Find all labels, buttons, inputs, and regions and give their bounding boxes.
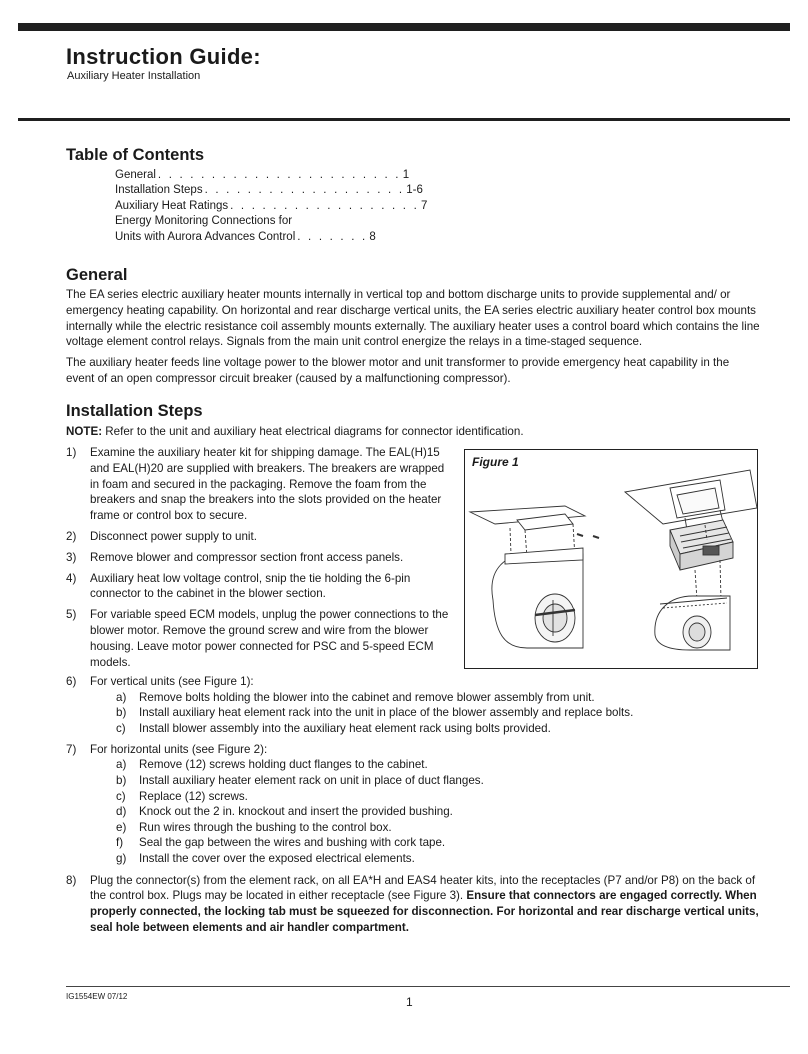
toc-entry[interactable]: Installation Steps . . . . . . . . . . . . . . . . . . . 1-6 <box>115 184 423 197</box>
toc-entry[interactable]: Units with Aurora Advances Control . . . . . . . 8 <box>115 230 376 243</box>
table-of-contents <box>115 168 428 245</box>
page-title: Instruction Guide: <box>66 44 261 69</box>
installation-note: NOTE: Refer to the unit and auxiliary heat electrical diagrams for connector identification. <box>66 425 524 438</box>
toc-entry[interactable]: Energy Monitoring Connections for <box>115 215 293 228</box>
step-item: 5) For variable speed ECM models, unplug the power connections to the blower motor. Remove the ground screw and wire from the blower housing. Leave motor power connected for PSC and 5-speed ECM models. <box>66 608 449 669</box>
step-item: 2) Disconnect power supply to unit. <box>66 529 257 543</box>
general-paragraph-2: The auxiliary heater feeds line voltage power to the blower motor and unit transformer to provide emergency heat capability in the event of an open compressor circuit breaker (caused by a malfunctioning compressor). <box>66 356 730 385</box>
general-paragraph-1: The EA series electric auxiliary heater mounts internally in vertical top and bottom discharge units to provide supplemental and/ or emergency heating capability. On horizontal and rear discharge vertical units, the EA series electric auxiliary heater control box mounts internally while the electric resistance coil assembly mounts externally. The auxiliary heater uses a control board which contains the line voltage element control relays. Signals from the main unit control energize the relays in a time-staged sequence. <box>66 288 760 349</box>
substep-item: a) Remove (12) screws holding duct flanges to the cabinet. <box>116 758 428 772</box>
footer-divider <box>66 986 790 987</box>
figure-1 <box>464 449 758 669</box>
substep-item: g) Install the cover over the exposed electrical elements. <box>116 851 415 865</box>
page-subtitle: Auxiliary Heater Installation <box>67 70 201 82</box>
substep-item: b) Install auxiliary heater element rack on unit in place of duct flanges. <box>116 773 484 787</box>
installation-heading: Installation Steps <box>66 402 203 420</box>
substep-item: c) Replace (12) screws. <box>116 789 248 803</box>
step-item: 6) For vertical units (see Figure 1): <box>66 675 254 688</box>
step-item: 7) For horizontal units (see Figure 2): <box>66 742 268 756</box>
substep-item: f) Seal the gap between the wires and bushing with cork tape. <box>116 836 446 850</box>
substep-item: d) Knock out the 2 in. knockout and insert the provided bushing. <box>116 805 453 819</box>
blower-heater-diagram <box>465 450 757 668</box>
step-item: 3) Remove blower and compressor section front access panels. <box>66 550 404 564</box>
step-item: 1) Examine the auxiliary heater kit for shipping damage. The EAL(H)15 and EAL(H)20 are supplied with breakers. The breakers are wrapped in foam and secured in the packaging. Remove the foam from the breakers and snap the breakers into the slots provided on the heater frame or control box to secure. <box>66 446 445 523</box>
substep-item: e) Run wires through the bushing to the control box. <box>116 820 392 834</box>
general-heading: General <box>66 266 128 284</box>
steps-column <box>66 445 452 670</box>
substep-item: c) Install blower assembly into the auxiliary heat element rack using bolts provided. <box>116 721 551 735</box>
substep-item: a) Remove bolts holding the blower into the cabinet and remove blower assembly from unit. <box>116 690 595 704</box>
steps-continued <box>66 674 760 936</box>
general-section <box>66 287 760 387</box>
header-divider <box>18 118 790 121</box>
step-item: 4) Auxiliary heat low voltage control, snip the tie holding the 6-pin connector to the cabinet in the blower section. <box>66 571 411 601</box>
document-code: IG1554EW 07/12 <box>66 992 128 1001</box>
page-number: 1 <box>406 995 413 1009</box>
step-item: 8) Plug the connector(s) from the element rack, on all EA*H and EAS4 heater kits, into the receptacles (P7 and/or P8) on the back of the control box. Plugs may be located in either receptacle (see Figure 3). Ensure that connectors are engaged correctly. When properly connected, the locking tab must be squeezed for disconnection. For horizontal and rear discharge vertical units, seal hole between elements and air handler compartment. <box>66 873 759 934</box>
substep-item: b) Install auxiliary heat element rack into the unit in place of the blower assembly and replace bolts. <box>116 706 634 720</box>
header-bar <box>18 23 790 31</box>
toc-heading: Table of Contents <box>66 146 205 164</box>
toc-entry[interactable]: General . . . . . . . . . . . . . . . . . . . . . . . 1 <box>115 169 410 181</box>
figure-label: Figure 1 <box>472 455 519 469</box>
toc-entry[interactable]: Auxiliary Heat Ratings . . . . . . . . . . . . . . . . . . 7 <box>115 199 428 212</box>
